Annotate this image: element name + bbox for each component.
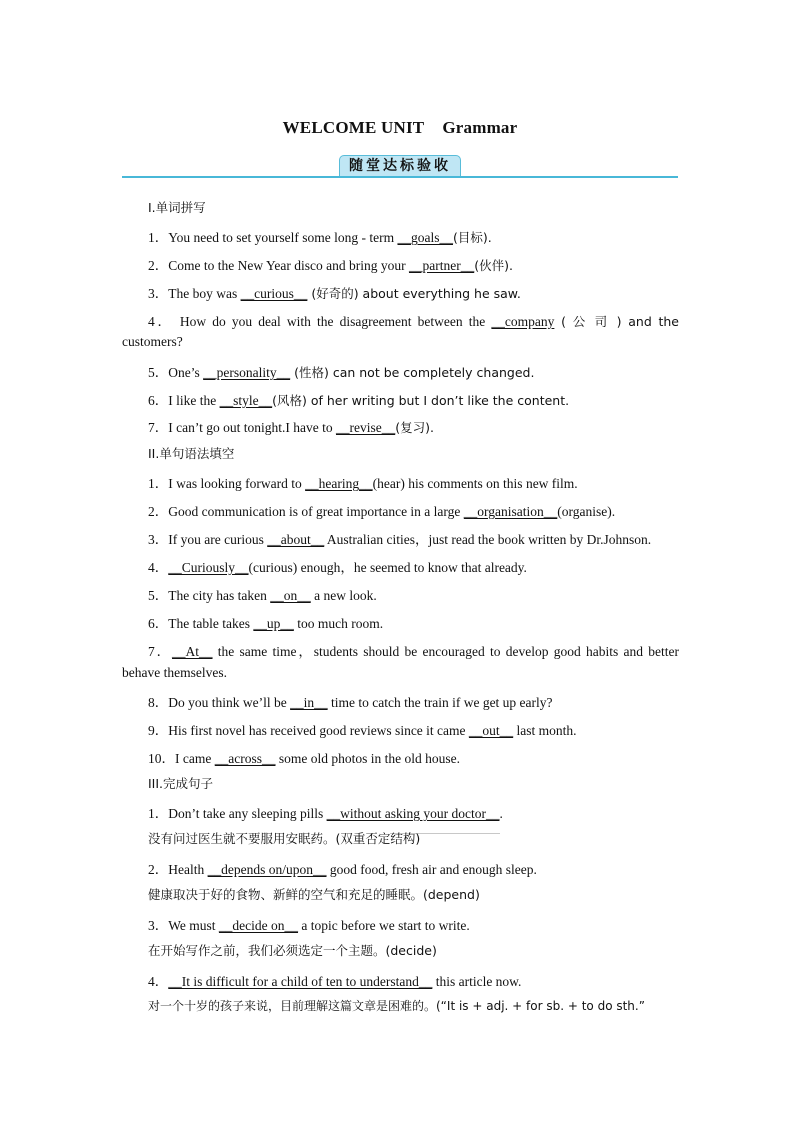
title-main: WELCOME UNIT bbox=[282, 118, 425, 137]
answer: __organisation__ bbox=[463, 504, 558, 519]
s2-item-7-continued: behave themselves. bbox=[122, 665, 227, 680]
s3-item-1-translation: 没有问过医生就不要服用安眠药。(双重否定结构) bbox=[148, 831, 421, 846]
answer: __depends on/upon__ bbox=[207, 862, 327, 877]
s2-item-10: 10．I came __across__ some old photos in the old house. bbox=[148, 751, 460, 766]
s2-item-9: 9．His first novel has received good reviews since it came __out__ last month. bbox=[148, 723, 577, 738]
answer: __partner__ bbox=[408, 258, 475, 273]
answer: __It is difficult for a child of ten to understand__ bbox=[168, 974, 433, 989]
answer: __across__ bbox=[214, 751, 276, 766]
answer: __in__ bbox=[290, 695, 328, 710]
answer: __up__ bbox=[253, 616, 294, 631]
answer: __style__ bbox=[219, 393, 273, 408]
answer: __decide on__ bbox=[218, 918, 299, 933]
s2-item-1: 1．I was looking forward to __hearing__(hear) his comments on this new film. bbox=[148, 476, 578, 491]
s2-item-7: 7．__At__ the same time，students should be encouraged to develop good habits and better bbox=[148, 644, 679, 659]
section-badge: 随堂达标验收 bbox=[339, 155, 461, 177]
s2-item-4: 4．__Curiously__(curious) enough，he seemed to know that already. bbox=[148, 560, 527, 575]
answer: __personality__ bbox=[203, 365, 291, 380]
title-sub: Grammar bbox=[442, 118, 518, 137]
s2-item-5: 5．The city has taken __on__ a new look. bbox=[148, 588, 377, 603]
answer: __At__ bbox=[172, 644, 213, 659]
answer: __curious__ bbox=[240, 286, 308, 301]
s1-item-1: 1．You need to set yourself some long - term __goals__(目标). bbox=[148, 230, 492, 245]
s1-item-2: 2．Come to the New Year disco and bring your __partner__(伙伴). bbox=[148, 258, 513, 273]
answer: __revise__ bbox=[335, 420, 396, 435]
s2-item-8: 8．Do you think we’ll be __in__ time to catch the train if we get up early? bbox=[148, 695, 553, 710]
s3-item-3-translation: 在开始写作之前，我们必须选定一个主题。(decide) bbox=[148, 943, 437, 958]
section-heading-2: II.单句语法填空 bbox=[148, 446, 235, 461]
s1-item-4-continued: customers? bbox=[122, 334, 183, 349]
answer: __Curiously__ bbox=[168, 560, 249, 575]
answer: __company bbox=[491, 314, 555, 329]
answer: __out__ bbox=[468, 723, 514, 738]
s3-item-4-translation: 对一个十岁的孩子来说，目前理解这篇文章是困难的。(“It is + adj. + for sb. + to do sth.” bbox=[148, 999, 645, 1013]
header-divider bbox=[122, 176, 678, 178]
s2-item-3: 3．If you are curious __about__ Australian cities，just read the book written by Dr.Johnson. bbox=[148, 532, 652, 547]
answer: __hearing__ bbox=[305, 476, 373, 491]
section-heading-1: I.单词拼写 bbox=[148, 200, 206, 215]
answer: __on__ bbox=[270, 588, 311, 603]
s2-item-6: 6．The table takes __up__ too much room. bbox=[148, 616, 384, 631]
answer: __without asking your doctor__ bbox=[326, 806, 500, 821]
s2-item-2: 2．Good communication is of great importance in a large __organisation__(organise). bbox=[148, 504, 616, 519]
s3-item-3: 3．We must __decide on__ a topic before we start to write. bbox=[148, 918, 470, 933]
s3-item-1: 1．Don’t take any sleeping pills __without asking your doctor__. bbox=[148, 806, 503, 821]
page-title bbox=[0, 118, 800, 138]
s1-item-3: 3．The boy was __curious__ (好奇的) about everything he saw. bbox=[148, 286, 521, 301]
s3-item-2: 2．Health __depends on/upon__ good food, fresh air and enough sleep. bbox=[148, 862, 537, 877]
s3-item-4: 4．__It is difficult for a child of ten to understand__ this article now. bbox=[148, 974, 522, 989]
s1-item-4: 4． How do you deal with the disagreement between the __company ( 公 司 ) and the bbox=[148, 314, 679, 329]
s1-item-7: 7．I can’t go out tonight.I have to __revise__(复习). bbox=[148, 420, 434, 435]
answer: __goals__ bbox=[397, 230, 453, 245]
s1-item-5: 5．One’s __personality__ (性格) can not be completely changed. bbox=[148, 365, 535, 380]
s1-item-6: 6．I like the __style__(风格) of her writing but I don’t like the content. bbox=[148, 393, 570, 408]
s3-item-2-translation: 健康取决于好的食物、新鲜的空气和充足的睡眠。(depend) bbox=[148, 887, 480, 902]
answer: __about__ bbox=[267, 532, 325, 547]
section-heading-3: III.完成句子 bbox=[148, 776, 214, 791]
